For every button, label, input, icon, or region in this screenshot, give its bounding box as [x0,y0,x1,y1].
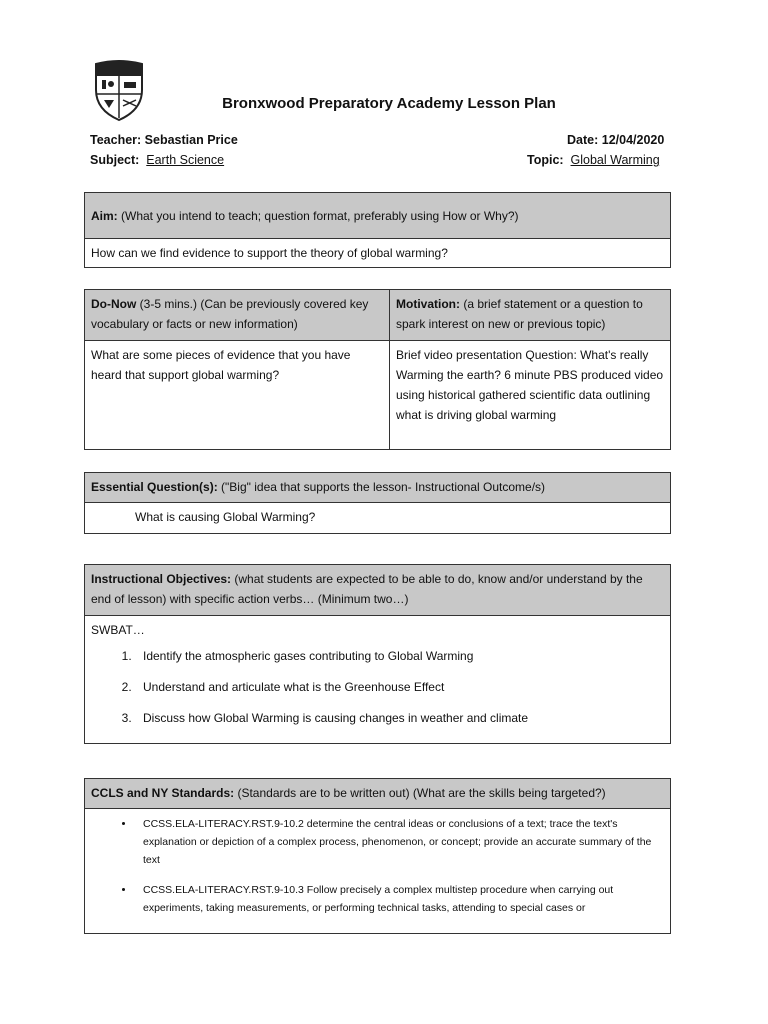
motivation-desc: (a brief statement or a question to spark interest on new or previous topic) [396,297,643,331]
objectives-list [91,646,664,728]
subject-line [90,153,224,167]
list-item: 1. Identify the atmospheric gases contributing to Global Warming [135,646,664,666]
subject-label: Subject: [90,153,140,167]
objectives-label: Instructional Objectives: [91,572,232,586]
subject-value: Earth Science [146,153,225,167]
date-label: Date: [567,133,599,147]
aim-table [84,192,671,268]
donow-desc: (3-5 mins.) (Can be previously covered key vocabulary or facts or new information) [91,297,369,331]
objectives-desc: (what students are expected to be able to do, know and/or understand by the end of lesson) with specific action verbs… (Minimum two…) [91,572,643,606]
motivation-header [390,290,671,341]
aim-label: Aim: [91,208,118,223]
aim-value: How can we find evidence to support the theory of global warming? [85,239,671,268]
donow-label: Do-Now [91,297,137,311]
essential-table [84,472,671,534]
list-item: 3. Discuss how Global Warming is causing changes in weather and climate [135,708,664,728]
essential-desc: ("Big" idea that supports the lesson- Instructional Outcome/s) [217,480,546,494]
page-title: Bronxwood Preparatory Academy Lesson Plan [222,95,556,112]
donow-header [85,290,390,341]
essential-label: Essential Question(s): [91,480,218,494]
topic-value: Global Warming [570,153,660,167]
donow-value: What are some pieces of evidence that you have heard that support global warming? [85,341,390,450]
teacher-label: Teacher: [90,133,142,147]
date-line [567,133,664,147]
objectives-intro: SWBAT… [91,623,145,637]
standards-label: CCLS and NY Standards: [91,786,235,800]
teacher-line [90,133,238,147]
standards-desc: (Standards are to be written out) (What are the skills being targeted?) [234,786,606,800]
standards-table [84,778,671,934]
list-item: • CCSS.ELA-LITERACY.RST.9-10.2 determine the central ideas or conclusions of a text; trace the text's explanation or depiction of a complex process, phenomenon, or concept; provide an accurate summary of the text [135,815,664,869]
essential-value: What is causing Global Warming? [85,503,671,534]
essential-header [85,473,671,503]
aim-desc: (What you intend to teach; question format, preferably using How or Why?) [117,208,519,223]
standards-header [85,779,671,809]
objectives-header [85,565,671,616]
donow-motivation-table [84,289,671,450]
school-crest-logo [92,60,146,122]
topic-line [527,153,674,167]
standards-list [91,815,664,917]
list-item: • CCSS.ELA-LITERACY.RST.9-10.3 Follow precisely a complex multistep procedure when carrying out experiments, taking measurements, or performing technical tasks, attending to special cases or [135,881,664,917]
standards-body [85,809,671,934]
aim-header [85,193,671,239]
objectives-table [84,564,671,744]
teacher-name: Sebastian Price [144,133,238,147]
date-value: 12/04/2020 [601,133,665,147]
list-item: 2. Understand and articulate what is the Greenhouse Effect [135,677,664,697]
motivation-label: Motivation: [396,297,460,311]
motivation-value: Brief video presentation Question: What's really Warming the earth? 6 minute PBS produced video using historical gathered scientific data outlining what is driving global warming [390,341,671,450]
objectives-body [85,616,671,744]
topic-label: Topic: [527,153,564,167]
